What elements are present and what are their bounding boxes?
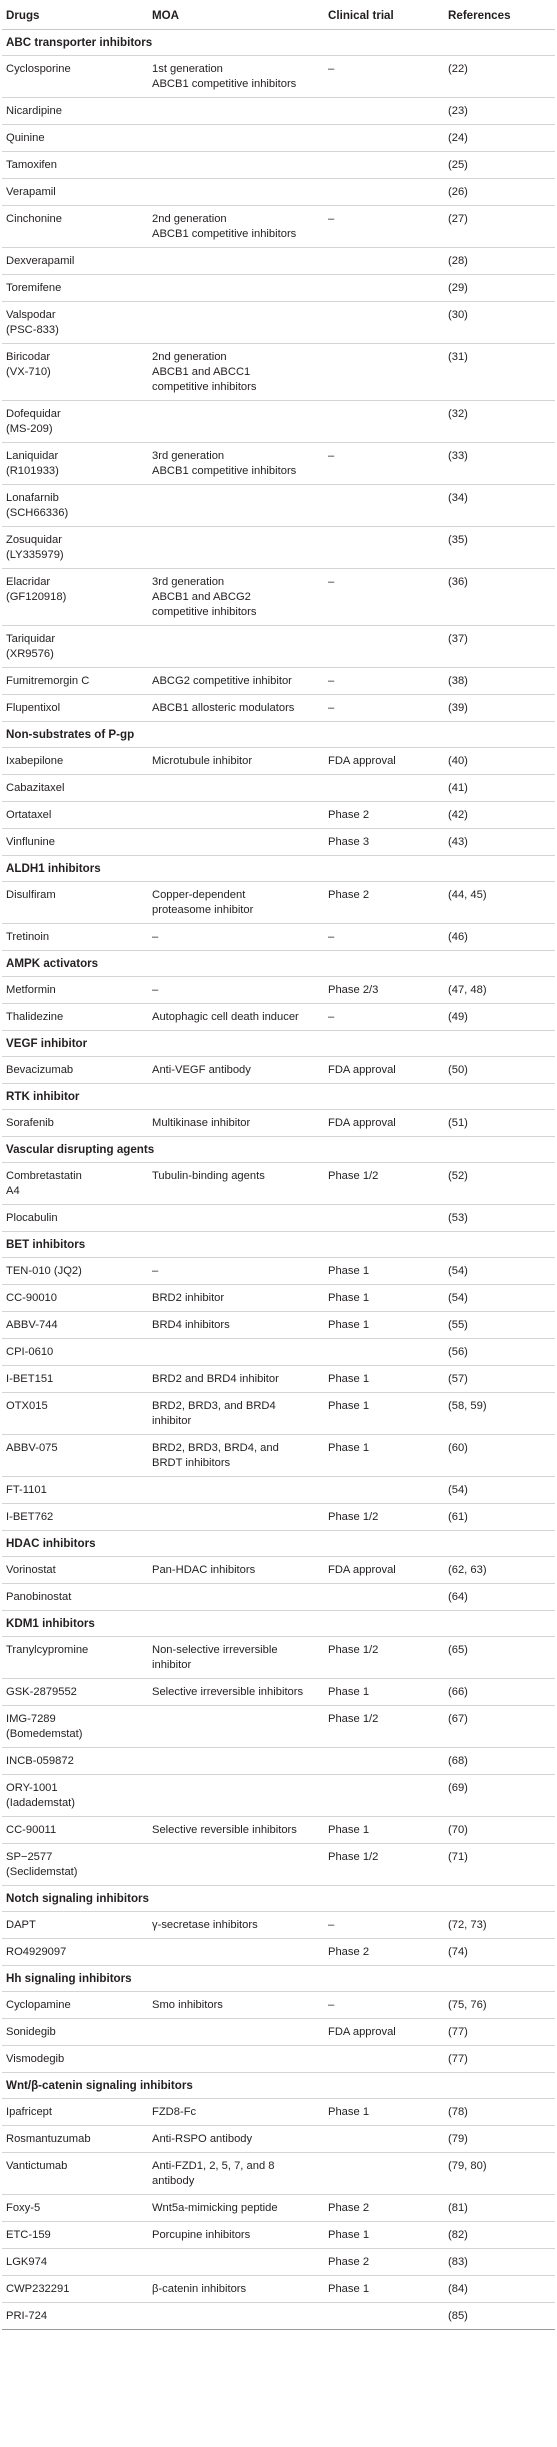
section-header: [2, 951, 555, 977]
moa-cell: Anti-RSPO antibody: [152, 2133, 253, 2145]
drug-cell: Combretastatin A4: [6, 1170, 82, 1197]
reference-cell: (64): [448, 1591, 468, 1603]
section-header: [2, 1531, 555, 1557]
section-title: ABC transporter inhibitors: [6, 36, 153, 49]
trial-cell: –: [328, 213, 335, 225]
table-row: [2, 1435, 555, 1477]
trial-cell: –: [328, 576, 335, 588]
table-row: [2, 2195, 555, 2222]
section-header: [2, 722, 555, 748]
reference-cell: (46): [448, 931, 468, 943]
table-row: [2, 1992, 555, 2019]
moa-cell: FZD8-Fc: [152, 2106, 197, 2118]
reference-cell: (66): [448, 1686, 468, 1698]
trial-cell: Phase 2: [328, 2202, 370, 2214]
drug-cell: PRI-724: [6, 2310, 48, 2322]
drug-cell: Thalidezine: [6, 1011, 64, 1023]
drug-cell: Cyclosporine: [6, 63, 71, 75]
reference-cell: (40): [448, 755, 468, 767]
trial-cell: Phase 1/2: [328, 1713, 379, 1725]
header-drugs: Drugs: [6, 9, 40, 22]
reference-cell: (67): [448, 1713, 468, 1725]
moa-cell: γ-secretase inhibitors: [152, 1919, 258, 1931]
drug-cell: Vismodegib: [6, 2053, 65, 2065]
trial-cell: Phase 1/2: [328, 1851, 379, 1863]
table-row: [2, 344, 555, 401]
reference-cell: (27): [448, 213, 468, 225]
table-row: [2, 443, 555, 485]
drug-cell: Flupentixol: [6, 702, 61, 714]
table-row: [2, 1748, 555, 1775]
moa-cell: Tubulin-binding agents: [152, 1170, 265, 1182]
reference-cell: (54): [448, 1484, 468, 1496]
reference-cell: (75, 76): [448, 1999, 487, 2011]
table-row: [2, 248, 555, 275]
section-title: AMPK activators: [6, 957, 99, 970]
drug-cell: Fumitremorgin C: [6, 675, 90, 687]
moa-cell: ABCB1 allosteric modulators: [152, 702, 295, 714]
reference-cell: (57): [448, 1373, 468, 1385]
table-header: [2, 0, 555, 30]
section-title: RTK inhibitor: [6, 1090, 80, 1103]
table-row: [2, 1912, 555, 1939]
reference-cell: (32): [448, 408, 468, 420]
table-row: [2, 2126, 555, 2153]
drug-cell: Tariquidar (XR9576): [6, 633, 56, 660]
table-row: [2, 527, 555, 569]
trial-cell: Phase 1: [328, 1686, 370, 1698]
reference-cell: (85): [448, 2310, 468, 2322]
moa-cell: Anti-FZD1, 2, 5, 7, and 8 antibody: [152, 2160, 275, 2187]
trial-cell: Phase 1: [328, 2283, 370, 2295]
moa-cell: Porcupine inhibitors: [152, 2229, 251, 2241]
trial-cell: Phase 1: [328, 1265, 370, 1277]
drug-cell: Plocabulin: [6, 1212, 58, 1224]
reference-cell: (72, 73): [448, 1919, 487, 1931]
trial-cell: Phase 2/3: [328, 984, 379, 996]
drug-cell: OTX015: [6, 1400, 48, 1412]
table-row: [2, 2019, 555, 2046]
trial-cell: Phase 2: [328, 2256, 370, 2268]
reference-cell: (54): [448, 1265, 468, 1277]
table-row: [2, 1844, 555, 1886]
drug-cell: Toremifene: [6, 282, 62, 294]
moa-cell: 2nd generation ABCB1 and ABCC1 competitive inhibitors: [152, 351, 257, 393]
drug-cell: Tranylcypromine: [6, 1644, 89, 1656]
table-row: [2, 2046, 555, 2073]
section-header: [2, 1084, 555, 1110]
reference-cell: (25): [448, 159, 468, 171]
drug-cell: GSK-2879552: [6, 1686, 77, 1698]
reference-cell: (74): [448, 1946, 468, 1958]
moa-cell: ABCG2 competitive inhibitor: [152, 675, 292, 687]
table-row: [2, 775, 555, 802]
moa-cell: 3rd generation ABCB1 and ABCG2 competitive inhibitors: [152, 576, 257, 618]
header-references: References: [448, 9, 511, 22]
trial-cell: Phase 3: [328, 836, 370, 848]
table-row: [2, 1706, 555, 1748]
drug-cell: TEN-010 (JQ2): [6, 1265, 82, 1277]
trial-cell: –: [328, 1919, 335, 1931]
table-row: [2, 125, 555, 152]
reference-cell: (68): [448, 1755, 468, 1767]
table-row: [2, 1205, 555, 1232]
table-row: [2, 485, 555, 527]
reference-cell: (81): [448, 2202, 468, 2214]
drug-cell: Zosuquidar (LY335979): [6, 534, 64, 561]
reference-cell: (29): [448, 282, 468, 294]
table-row: [2, 1637, 555, 1679]
table-row: [2, 1584, 555, 1611]
section-header: [2, 2073, 555, 2099]
section-header: [2, 856, 555, 882]
drug-cell: Quinine: [6, 132, 45, 144]
table-row: [2, 275, 555, 302]
reference-cell: (79): [448, 2133, 468, 2145]
trial-cell: Phase 1/2: [328, 1170, 379, 1182]
section-header: [2, 1886, 555, 1912]
reference-cell: (52): [448, 1170, 468, 1182]
drug-cell: INCB-059872: [6, 1755, 74, 1767]
trial-cell: Phase 1: [328, 1319, 370, 1331]
reference-cell: (33): [448, 450, 468, 462]
table-row: [2, 206, 555, 248]
reference-cell: (58, 59): [448, 1400, 487, 1412]
section-header: [2, 1611, 555, 1637]
table-row: [2, 2222, 555, 2249]
reference-cell: (77): [448, 2026, 468, 2038]
trial-cell: Phase 1: [328, 2229, 370, 2241]
table-row: [2, 1285, 555, 1312]
moa-cell: BRD2, BRD3, BRD4, and BRDT inhibitors: [152, 1442, 279, 1469]
trial-cell: FDA approval: [328, 2026, 396, 2038]
section-title: VEGF inhibitor: [6, 1037, 88, 1050]
drug-cell: Lonafarnib (SCH66336): [6, 492, 69, 519]
table-row: [2, 179, 555, 206]
table-row: [2, 1939, 555, 1966]
table-row: [2, 2276, 555, 2303]
moa-cell: BRD4 inhibitors: [152, 1319, 230, 1331]
trial-cell: Phase 1: [328, 1824, 370, 1836]
drug-cell: RO4929097: [6, 1946, 67, 1958]
trial-cell: Phase 1: [328, 1400, 370, 1412]
section-title: BET inhibitors: [6, 1238, 86, 1251]
trial-cell: –: [328, 1011, 335, 1023]
reference-cell: (61): [448, 1511, 468, 1523]
table-row: [2, 98, 555, 125]
trial-cell: FDA approval: [328, 1064, 396, 1076]
header-clinical-trial: Clinical trial: [328, 9, 394, 22]
drug-cell: Ipafricept: [6, 2106, 53, 2118]
drug-cell: Foxy-5: [6, 2202, 41, 2214]
drug-cell: ORY-1001 (Iadademstat): [6, 1782, 76, 1809]
drug-cell: Dexverapamil: [6, 255, 75, 267]
reference-cell: (28): [448, 255, 468, 267]
section-title: Notch signaling inhibitors: [6, 1892, 149, 1905]
moa-cell: Non-selective irreversible inhibitor: [152, 1644, 278, 1671]
drug-cell: Bevacizumab: [6, 1064, 74, 1076]
reference-cell: (34): [448, 492, 468, 504]
drug-cell: CC-90011: [6, 1824, 57, 1836]
table-row: [2, 1366, 555, 1393]
table-body: [2, 30, 555, 2330]
reference-cell: (84): [448, 2283, 468, 2295]
reference-cell: (51): [448, 1117, 468, 1129]
table-row: [2, 1004, 555, 1031]
table-row: [2, 1477, 555, 1504]
reference-cell: (56): [448, 1346, 468, 1358]
section-title: ALDH1 inhibitors: [6, 862, 101, 875]
reference-cell: (31): [448, 351, 468, 363]
drug-cell: Panobinostat: [6, 1591, 72, 1603]
table-row: [2, 1817, 555, 1844]
section-header: [2, 30, 555, 56]
drug-cell: Biricodar (VX-710): [6, 351, 51, 378]
reference-cell: (69): [448, 1782, 468, 1794]
moa-cell: Wnt5a-mimicking peptide: [152, 2202, 278, 2214]
reference-cell: (24): [448, 132, 468, 144]
table-row: [2, 1110, 555, 1137]
reference-cell: (38): [448, 675, 468, 687]
table-row: [2, 1557, 555, 1584]
section-title: Vascular disrupting agents: [6, 1143, 155, 1156]
drug-cell: Rosmantuzumab: [6, 2133, 91, 2145]
moa-cell: –: [152, 984, 159, 996]
section-title: Wnt/β-catenin signaling inhibitors: [6, 2079, 193, 2092]
table-row: [2, 152, 555, 179]
trial-cell: –: [328, 1999, 335, 2011]
moa-cell: Microtubule inhibitor: [152, 755, 253, 767]
trial-cell: Phase 1/2: [328, 1644, 379, 1656]
section-header: [2, 1232, 555, 1258]
table-row: [2, 1339, 555, 1366]
moa-cell: 2nd generation ABCB1 competitive inhibitors: [152, 213, 297, 240]
moa-cell: –: [152, 931, 159, 943]
drug-cell: Dofequidar (MS-209): [6, 408, 61, 435]
table-row: [2, 882, 555, 924]
section-header: [2, 1031, 555, 1057]
section-title: KDM1 inhibitors: [6, 1617, 95, 1630]
moa-cell: 3rd generation ABCB1 competitive inhibitors: [152, 450, 297, 477]
drug-cell: Ixabepilone: [6, 755, 64, 767]
reference-cell: (65): [448, 1644, 468, 1656]
drug-cell: CWP232291: [6, 2283, 70, 2295]
moa-cell: BRD2, BRD3, and BRD4 inhibitor: [152, 1400, 276, 1427]
trial-cell: –: [328, 450, 335, 462]
section-header: [2, 1966, 555, 1992]
moa-cell: BRD2 inhibitor: [152, 1292, 225, 1304]
reference-cell: (50): [448, 1064, 468, 1076]
table-row: [2, 1504, 555, 1531]
drug-cell: Cyclopamine: [6, 1999, 71, 2011]
reference-cell: (49): [448, 1011, 468, 1023]
drug-cell: IMG-7289 (Bomedemstat): [6, 1713, 83, 1740]
reference-cell: (78): [448, 2106, 468, 2118]
table-row: [2, 1312, 555, 1339]
drug-cell: Tretinoin: [6, 931, 50, 943]
table-row: [2, 401, 555, 443]
moa-cell: Smo inhibitors: [152, 1999, 223, 2011]
moa-cell: Selective irreversible inhibitors: [152, 1686, 304, 1698]
drug-cell: ABBV-075: [6, 1442, 58, 1454]
table-row: [2, 924, 555, 951]
trial-cell: FDA approval: [328, 1564, 396, 1576]
drug-cell: Ortataxel: [6, 809, 52, 821]
drug-cell: SP−2577 (Seclidemstat): [6, 1851, 78, 1878]
table-row: [2, 2303, 555, 2330]
reference-cell: (55): [448, 1319, 468, 1331]
table-row: [2, 1258, 555, 1285]
reference-cell: (23): [448, 105, 468, 117]
trial-cell: FDA approval: [328, 755, 396, 767]
drug-cell: FT-1101: [6, 1484, 47, 1496]
section-title: Non-substrates of P-gp: [6, 728, 135, 741]
table-row: [2, 748, 555, 775]
drug-cell: CPI-0610: [6, 1346, 54, 1358]
trial-cell: Phase 2: [328, 889, 370, 901]
trial-cell: Phase 1/2: [328, 1511, 379, 1523]
reference-cell: (77): [448, 2053, 468, 2065]
drug-cell: Laniquidar (R101933): [6, 450, 59, 477]
drug-cell: Valspodar (PSC-833): [6, 309, 59, 336]
reference-cell: (60): [448, 1442, 468, 1454]
reference-cell: (53): [448, 1212, 468, 1224]
drug-cell: Cabazitaxel: [6, 782, 65, 794]
table-row: [2, 802, 555, 829]
table-row: [2, 2153, 555, 2195]
moa-cell: –: [152, 1265, 159, 1277]
reference-cell: (22): [448, 63, 468, 75]
reference-cell: (62, 63): [448, 1564, 487, 1576]
drug-cell: Sorafenib: [6, 1117, 54, 1129]
table-row: [2, 1775, 555, 1817]
drug-cell: Vantictumab: [6, 2160, 68, 2172]
table-row: [2, 2099, 555, 2126]
drug-cell: Metformin: [6, 984, 56, 996]
drug-cell: Cinchonine: [6, 213, 62, 225]
reference-cell: (44, 45): [448, 889, 487, 901]
moa-cell: Copper-dependent proteasome inhibitor: [152, 889, 254, 916]
moa-cell: β-catenin inhibitors: [152, 2283, 247, 2295]
moa-cell: Selective reversible inhibitors: [152, 1824, 297, 1836]
section-title: Hh signaling inhibitors: [6, 1972, 132, 1985]
reference-cell: (54): [448, 1292, 468, 1304]
drug-cell: Vinflunine: [6, 836, 55, 848]
reference-cell: (43): [448, 836, 468, 848]
drug-cell: Disulfiram: [6, 889, 56, 901]
trial-cell: –: [328, 63, 335, 75]
section-header: [2, 1137, 555, 1163]
table-row: [2, 1393, 555, 1435]
drug-cell: ETC-159: [6, 2229, 51, 2241]
trial-cell: Phase 2: [328, 809, 370, 821]
trial-cell: Phase 1: [328, 2106, 370, 2118]
drug-table: [2, 0, 555, 2330]
trial-cell: FDA approval: [328, 1117, 396, 1129]
reference-cell: (39): [448, 702, 468, 714]
reference-cell: (41): [448, 782, 468, 794]
reference-cell: (35): [448, 534, 468, 546]
moa-cell: Multikinase inhibitor: [152, 1117, 251, 1129]
moa-cell: 1st generation ABCB1 competitive inhibitors: [152, 63, 297, 90]
moa-cell: Pan-HDAC inhibitors: [152, 1564, 256, 1576]
section-title: HDAC inhibitors: [6, 1537, 96, 1550]
table-row: [2, 668, 555, 695]
moa-cell: Anti-VEGF antibody: [152, 1064, 251, 1076]
drug-cell: LGK974: [6, 2256, 48, 2268]
trial-cell: Phase 1: [328, 1442, 370, 1454]
reference-cell: (82): [448, 2229, 468, 2241]
reference-cell: (70): [448, 1824, 468, 1836]
drug-cell: I-BET151: [6, 1373, 54, 1385]
trial-cell: Phase 1: [328, 1373, 370, 1385]
table-row: [2, 1163, 555, 1205]
table-row: [2, 56, 555, 98]
reference-cell: (47, 48): [448, 984, 487, 996]
drug-cell: I-BET762: [6, 1511, 54, 1523]
reference-cell: (42): [448, 809, 468, 821]
table-row: [2, 695, 555, 722]
table-row: [2, 302, 555, 344]
moa-cell: BRD2 and BRD4 inhibitor: [152, 1373, 279, 1385]
reference-cell: (36): [448, 576, 468, 588]
table-row: [2, 1057, 555, 1084]
trial-cell: –: [328, 931, 335, 943]
trial-cell: Phase 2: [328, 1946, 370, 1958]
drug-cell: Nicardipine: [6, 105, 62, 117]
reference-cell: (79, 80): [448, 2160, 487, 2172]
drug-cell: ABBV-744: [6, 1319, 58, 1331]
table-row: [2, 2249, 555, 2276]
drug-cell: Sonidegib: [6, 2026, 56, 2038]
table-row: [2, 829, 555, 856]
table-row: [2, 977, 555, 1004]
drug-cell: Elacridar (GF120918): [6, 576, 67, 603]
table-row: [2, 1679, 555, 1706]
reference-cell: (26): [448, 186, 468, 198]
trial-cell: –: [328, 702, 335, 714]
table-row: [2, 626, 555, 668]
trial-cell: Phase 1: [328, 1292, 370, 1304]
reference-cell: (71): [448, 1851, 468, 1863]
drug-cell: Tamoxifen: [6, 159, 57, 171]
drug-cell: Verapamil: [6, 186, 56, 198]
moa-cell: Autophagic cell death inducer: [152, 1011, 299, 1023]
drug-cell: Vorinostat: [6, 1564, 56, 1576]
table-row: [2, 569, 555, 626]
drug-cell: DAPT: [6, 1919, 36, 1931]
drug-cell: CC-90010: [6, 1292, 57, 1304]
reference-cell: (83): [448, 2256, 468, 2268]
reference-cell: (37): [448, 633, 468, 645]
reference-cell: (30): [448, 309, 468, 321]
trial-cell: –: [328, 675, 335, 687]
header-moa: MOA: [152, 9, 180, 22]
